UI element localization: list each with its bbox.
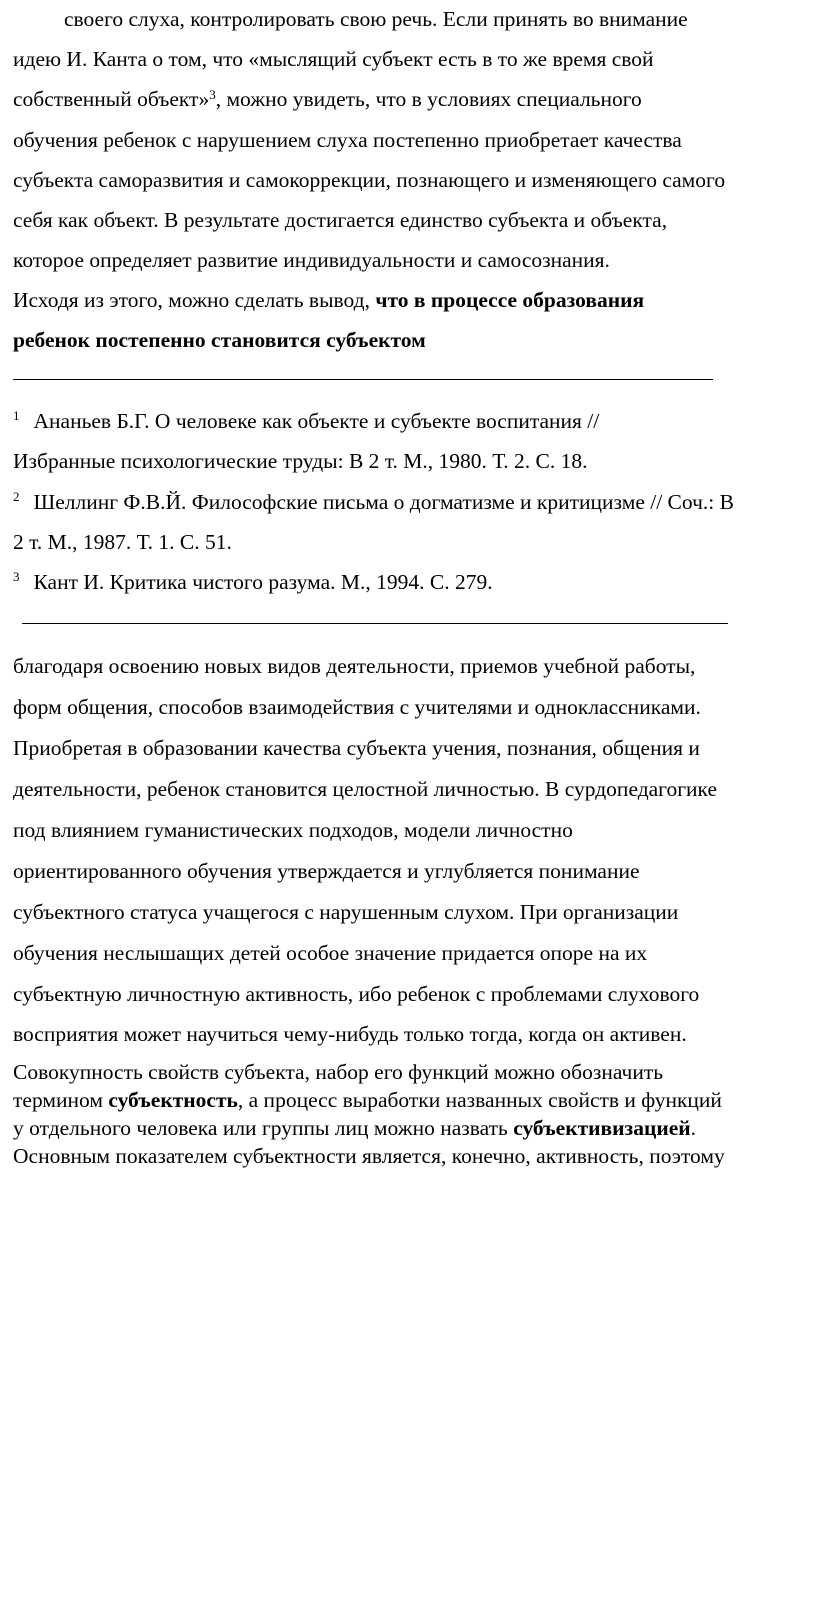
text-line: восприятия может научиться чему-нибудь только тогда, когда он активен. xyxy=(13,1022,687,1046)
text-line: ориентированного обучения утверждается и углубляется понимание xyxy=(13,859,640,883)
text-line: Приобретая в образовании качества субъекта учения, познания, общения и xyxy=(13,736,700,760)
text-line: которое определяет развитие индивидуальности и самосознания. xyxy=(13,248,610,272)
text-line: у отдельного человека или группы лиц можно назвать субъективизацией. xyxy=(13,1116,697,1140)
text-line: субъектного статуса учащегося с нарушенным слухом. При организации xyxy=(13,900,679,924)
footnote-1: $^1$ Ананьев Б.Г. О человеке как объекте и субъекте воспитания // xyxy=(13,408,600,433)
footnote-separator xyxy=(13,379,713,380)
conclusion-bold-line: ребенок постепенно становится субъектом xyxy=(13,328,426,352)
text-line: деятельности, ребенок становится целостной личностью. В сурдопедагогике xyxy=(13,777,717,801)
footnote-1-cont: Избранные психологические труды: В 2 т. М., 1980. Т. 2. С. 18. xyxy=(13,449,588,473)
conclusion-bold: что в процессе образования xyxy=(375,288,645,312)
text-line: Исходя из этого, можно сделать вывод, что в процессе образования xyxy=(13,288,645,312)
text-line: благодаря освоению новых видов деятельности, приемов учебной работы, xyxy=(13,654,696,678)
footnote-2: $^2$ Шеллинг Ф.В.Й. Философские письма о догматизме и критицизме // Соч.: В xyxy=(13,489,734,514)
text-line: своего слуха, контролировать свою речь. Если принять во внимание xyxy=(64,7,688,31)
text-line: форм общения, способов взаимодействия с учителями и одноклассниками. xyxy=(13,695,701,719)
text-line: субъекта саморазвития и самокоррекции, познающего и изменяющего самого xyxy=(13,168,726,192)
text-line: собственный объект»$^3$, можно увидеть, что в условиях специального xyxy=(13,87,642,111)
text-line: под влиянием гуманистических подходов, модели личностно xyxy=(13,818,573,842)
text-line: Основным показателем субъектности является, конечно, активность, поэтому xyxy=(13,1144,725,1168)
text-line: Совокупность свойств субъекта, набор его функций можно обозначить xyxy=(13,1060,664,1084)
text-line: обучения ребенок с нарушением слуха постепенно приобретает качества xyxy=(13,128,682,152)
text-line: идею И. Канта о том, что «мыслящий субъект есть в то же время свой xyxy=(13,47,654,71)
footnote-ref-3[interactable]: 3 xyxy=(209,87,216,102)
footnote-3: $^3$ Кант И. Критика чистого разума. М., 1994. С. 279. xyxy=(13,569,493,594)
text-line: субъектную личностную активность, ибо ребенок с проблемами слухового xyxy=(13,982,700,1006)
text-line: термином субъектность, а процесс выработки названных свойств и функций xyxy=(13,1088,722,1112)
term-bold: субъективизацией xyxy=(513,1116,691,1140)
term-bold: субъектность xyxy=(108,1088,238,1112)
footnote-2-cont: 2 т. М., 1987. Т. 1. С. 51. xyxy=(13,530,232,554)
page-separator xyxy=(22,623,728,624)
text-line: себя как объект. В результате достигается единство субъекта и объекта, xyxy=(13,208,668,232)
text-line: обучения неслышащих детей особое значение придается опоре на их xyxy=(13,941,648,965)
